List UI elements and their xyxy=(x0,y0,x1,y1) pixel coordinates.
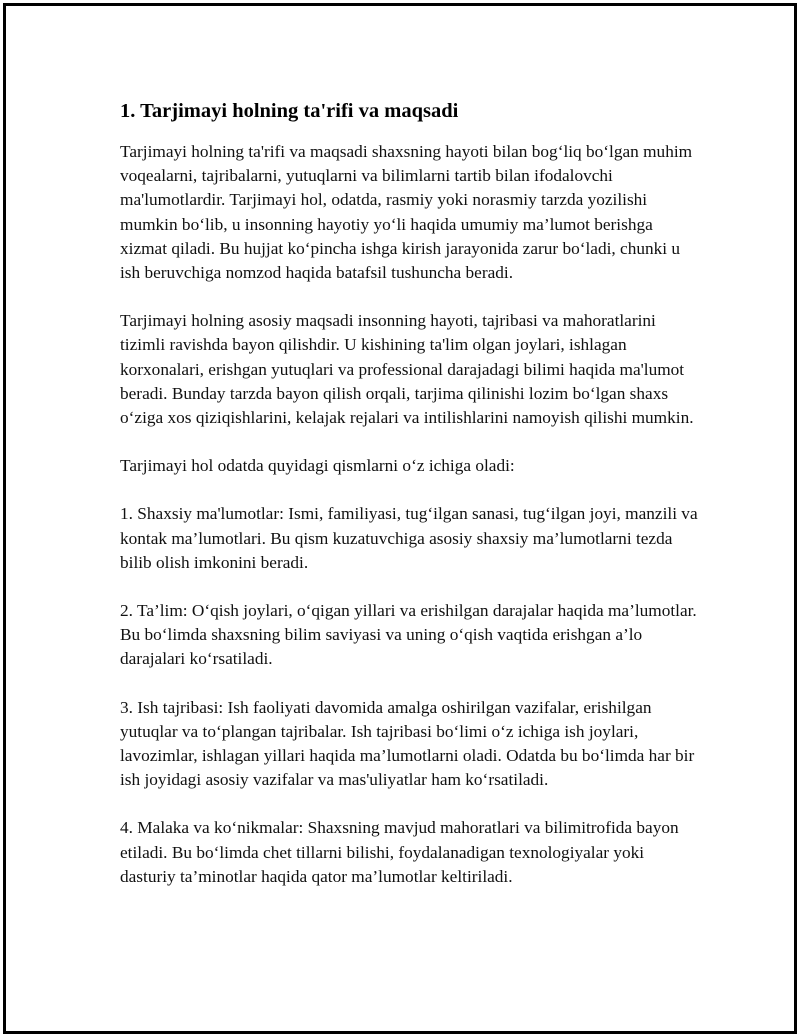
paragraph-parts-intro: Tarjimayi hol odatda quyidagi qismlarni o‘z ichiga oladi: xyxy=(120,456,515,476)
list-item-education: 2. Ta’lim: O‘qish joylari, o‘qigan yillari va erishilgan darajalar haqida ma’lumotlar. Bu bo‘limda shaxsning bilim saviyasi va uning o‘qish vaqtida erishgan a’lo darajalari ko‘rsatiladi. xyxy=(120,601,697,669)
list-item-skills: 4. Malaka va ko‘nikmalar: Shaxsning mavjud mahoratlari va bilimitrofida bayon etiladi. Bu bo‘limda chet tillarni bilishi, foydalanadigan texnologiyalar yoki dasturiy ta’minotlar haqida qator ma’lumotlar keltiriladi. xyxy=(120,818,679,886)
document-content xyxy=(120,98,700,913)
list-item-work-experience: 3. Ish tajribasi: Ish faoliyati davomida amalga oshirilgan vazifalar, erishilgan yutuqlar va to‘plangan tajribalar. Ish tajribasi bo‘limi o‘z ichiga ish joylari, lavozimlar, ishlagan yillari haqida ma’lumotlarni oladi. Odatda bu bo‘limda har bir ish joyidagi asosiy vazifalar va mas'uliyatlar ham ko‘rsatiladi. xyxy=(120,697,695,790)
document-page xyxy=(3,3,797,1034)
paragraph-definition: Tarjimayi holning ta'rifi va maqsadi shaxsning hayoti bilan bog‘liq bo‘lgan muhim voqealarni, tajribalarni, yutuqlarni va bilimlarni tartib bilan ifodalovchi ma'lumotlardir. Tarjimayi hol, odatda, rasmiy yoki norasmiy tarzda yozilishi mumkin bo‘lib, u insonning hayotiy yo‘li haqida umumiy ma’lumot berishga xizmat qiladi. Bu hujjat ko‘pincha ishga kirish jarayonida zarur bo‘ladi, chunki u ish beruvchiga nomzod haqida batafsil tushuncha beradi. xyxy=(120,142,693,283)
paragraph-purpose: Tarjimayi holning asosiy maqsadi insonning hayoti, tajribasi va mahoratlarini tizimli ravishda bayon qilishdir. U kishining ta'lim olgan joylari, ishlagan korxonalari, erishgan yutuqlari va professional darajadagi bilimi haqida ma'lumot beradi. Bunday tarzda bayon qilish orqali, tarjima qilinishi lozim bo‘lgan shaxs o‘ziga xos qiziqishlarini, kelajak rejalari va intilishlarini namoyish qilishi mumkin. xyxy=(120,311,694,428)
list-item-personal-info: 1. Shaxsiy ma'lumotlar: Ismi, familiyasi, tug‘ilgan sanasi, tug‘ilgan joyi, manzili va kontak ma’lumotlari. Bu qism kuzatuvchiga asosiy shaxsiy ma’lumotlarni tezda bilib olish imkonini beradi. xyxy=(120,504,698,572)
section-heading: 1. Tarjimayi holning ta'rifi va maqsadi xyxy=(120,100,459,122)
